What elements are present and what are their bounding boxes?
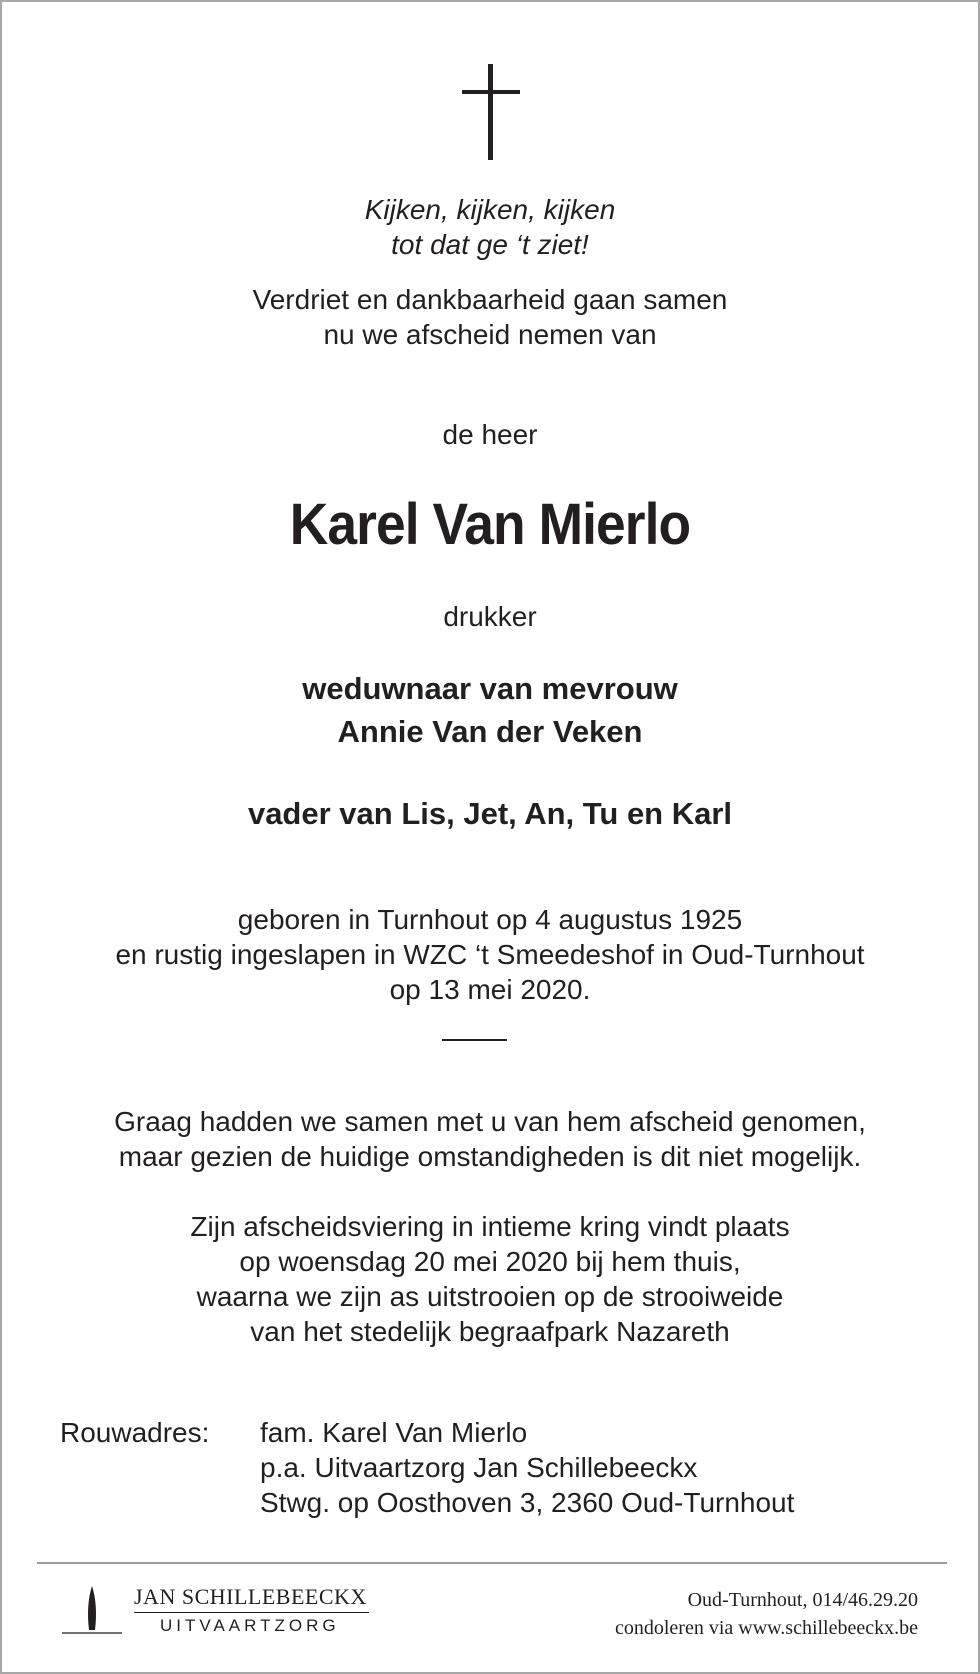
condolence-link[interactable]: condoleren via www.schillebeeckx.be — [614, 1617, 918, 1639]
cross-icon — [462, 64, 520, 160]
message-ceremony — [2, 1209, 978, 1349]
dates-line: en rustig ingeslapen in WZC ‘t Smeedeshof in Oud-Turnhout — [115, 939, 865, 970]
children: vader van Lis, Jet, An, Tu en Karl — [247, 796, 733, 831]
cypress-tree-icon — [62, 1586, 122, 1636]
message-line: van het stedelijk begraafpark Nazareth — [250, 1316, 730, 1347]
quote-line: tot dat ge ‘t ziet! — [391, 229, 589, 260]
message-line: waarna we zijn as uitstrooien op de strooiweide — [196, 1281, 784, 1312]
message-line: Graag hadden we samen met u van hem afscheid genomen, — [114, 1106, 866, 1137]
quote-line: Kijken, kijken, kijken — [364, 194, 616, 225]
message-line: Zijn afscheidsviering in intieme kring vindt plaats — [190, 1211, 790, 1242]
dates-line: geboren in Turnhout op 4 augustus 1925 — [237, 904, 743, 935]
address-lines — [260, 1415, 794, 1520]
quote — [2, 192, 978, 262]
message-farewell — [2, 1104, 978, 1174]
salutation: de heer — [442, 419, 538, 450]
dates-line: op 13 mei 2020. — [389, 974, 591, 1005]
widower-of — [2, 667, 978, 753]
address-line: Stwg. op Oosthoven 3, 2360 Oud-Turnhout — [260, 1487, 795, 1518]
contact-info — [615, 1586, 918, 1642]
contact-line: Oud-Turnhout, 014/46.29.20 — [687, 1589, 918, 1611]
footer-divider — [37, 1562, 947, 1564]
intro-line: nu we afscheid nemen van — [323, 319, 657, 350]
brand-rule — [134, 1612, 369, 1613]
occupation: drukker — [443, 601, 537, 632]
spouse-name: Annie Van der Veken — [337, 714, 643, 749]
intro — [2, 282, 978, 352]
divider — [442, 1039, 507, 1041]
address-label: Rouwadres: — [60, 1417, 210, 1448]
address-line: p.a. Uitvaartzorg Jan Schillebeeckx — [260, 1452, 698, 1483]
brand-name: JAN SCHILLEBEECKX — [134, 1584, 367, 1609]
message-line: maar gezien de huidige omstandigheden is dit niet mogelijk. — [118, 1141, 862, 1172]
birth-death-dates — [2, 902, 978, 1007]
intro-line: Verdriet en dankbaarheid gaan samen — [252, 284, 728, 315]
brand-subtitle: UITVAARTZORG — [160, 1616, 340, 1635]
message-line: op woensdag 20 mei 2020 bij hem thuis, — [239, 1246, 741, 1277]
widower-line: weduwnaar van mevrouw — [302, 671, 678, 706]
deceased-name: Karel Van Mierlo — [289, 492, 691, 557]
address-line: fam. Karel Van Mierlo — [260, 1417, 528, 1448]
